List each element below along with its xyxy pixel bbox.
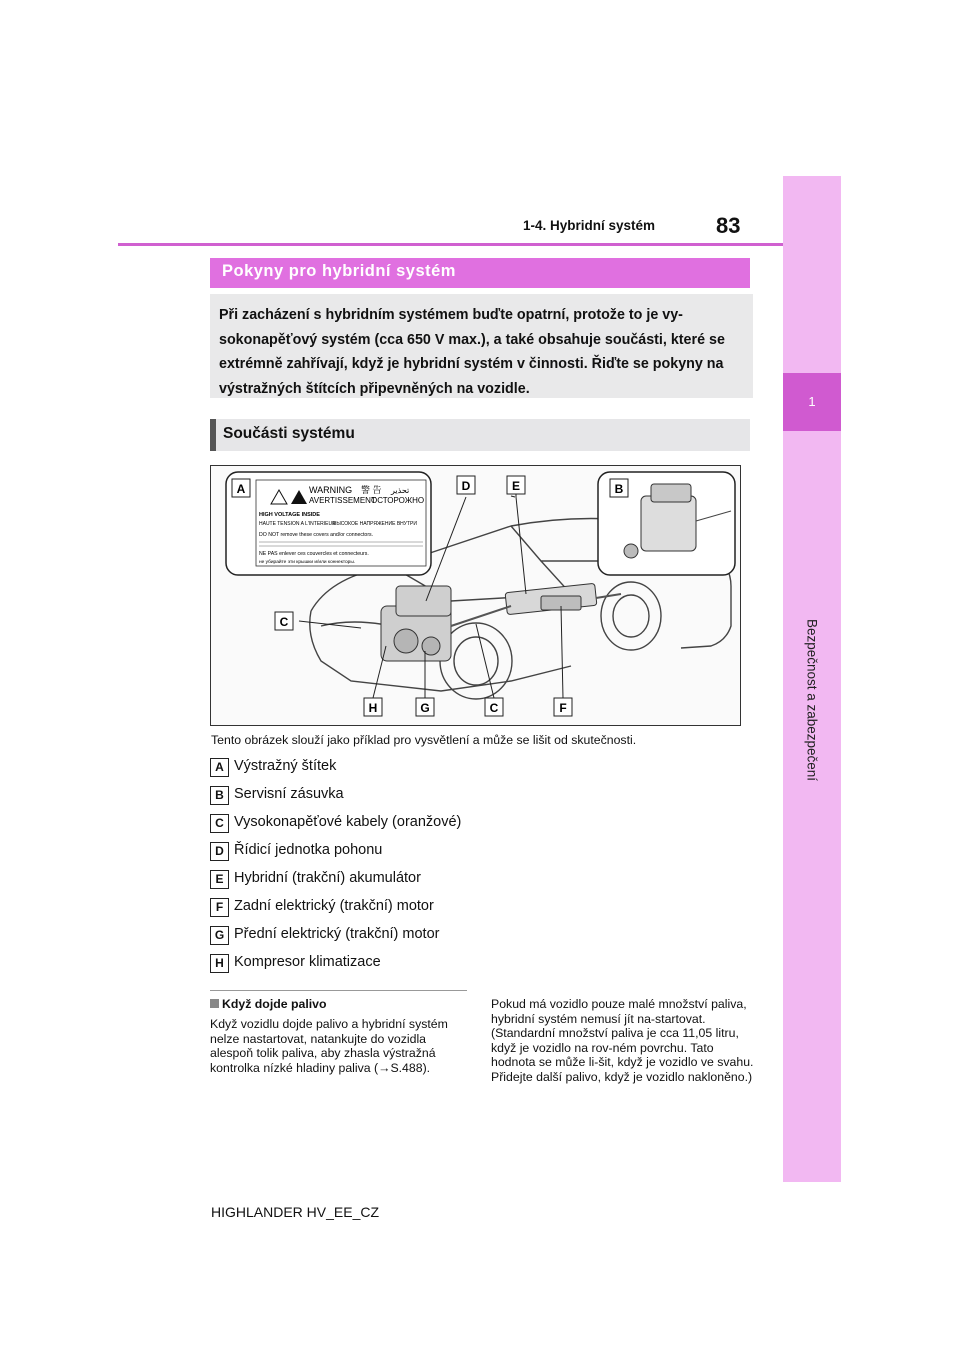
legend-label: Hybridní (trakční) akumulátor — [234, 870, 421, 886]
callout-h — [364, 698, 382, 716]
legend-label: Kompresor klimatizace — [234, 954, 381, 970]
legend-label: Vysokonapěťové kabely (oranžové) — [234, 814, 462, 830]
callout-c-left — [275, 612, 293, 630]
warning-arabic: تحذير — [391, 486, 410, 495]
legend-letter: B — [210, 786, 229, 805]
callout-c-bottom — [485, 698, 503, 716]
legend-letter: F — [210, 898, 229, 917]
note-bullet-icon — [210, 999, 219, 1008]
do-not-text: DO NOT remove these covers and/or connectors. — [259, 532, 374, 538]
callout-g — [416, 698, 434, 716]
header-rule — [118, 243, 783, 246]
vehicle-illustration — [211, 466, 740, 725]
chapter-number: 1 — [783, 373, 841, 431]
chapter-title: Bezpečnost a zabezpečení — [804, 618, 820, 782]
callout-d — [457, 476, 475, 494]
legend-letter: C — [210, 814, 229, 833]
warning-word: WARNING — [309, 485, 353, 495]
system-components-figure — [210, 465, 741, 726]
legend-label: Řídicí jednotka pohonu — [234, 842, 383, 858]
avertissement-word: AVERTISSEMENT — [309, 496, 376, 505]
warning-kanji: 警 告 — [361, 485, 382, 495]
legend-label: Výstražný štítek — [234, 758, 337, 774]
legend-item — [210, 895, 610, 923]
callout-d-letter: D — [461, 479, 471, 493]
ne-pas-text: NE PAS enlever ces couvercles et connecteurs. — [259, 551, 369, 557]
callout-a — [232, 479, 250, 497]
callout-c-left-letter: C — [279, 615, 289, 629]
legend-label: Přední elektrický (trakční) motor — [234, 926, 440, 942]
callout-b — [610, 479, 628, 497]
legend-item — [210, 755, 610, 783]
legend-letter: E — [210, 870, 229, 889]
notes-divider — [210, 990, 467, 991]
callout-c-bottom-letter: C — [489, 701, 499, 715]
callout-e — [507, 476, 525, 494]
ostorozhno-word: ОСТОРОЖНО — [371, 496, 425, 505]
figure-caption: Tento obrázek slouží jako příklad pro vysvětlení a může se lišit od skutečnosti. — [211, 733, 637, 747]
legend-letter: D — [210, 842, 229, 861]
callout-f-letter: F — [559, 701, 567, 715]
callout-f — [554, 698, 572, 716]
callout-h-letter: H — [368, 701, 378, 715]
section-title: Pokyny pro hybridní systém — [222, 262, 456, 280]
section-reference: 1-4. Hybridní systém — [523, 218, 656, 233]
subheading-accent — [210, 419, 216, 451]
high-voltage-text: HIGH VOLTAGE INSIDE — [259, 512, 320, 518]
note-body-left: Když vozidlu dojde palivo a hybridní systém nelze nastartovat, natankujte do vozidla alespoň tolik paliva, aby zhasla výstražná kontrolka nízké hladiny paliva (→S.488). — [210, 1017, 448, 1075]
legend-item — [210, 867, 610, 895]
subheading-bar — [210, 419, 750, 451]
legend-label: Zadní elektrický (trakční) motor — [234, 898, 434, 914]
callout-g-letter: G — [420, 701, 430, 715]
page-number: 83 — [716, 213, 741, 238]
engine-block — [381, 586, 451, 661]
intro-box — [210, 294, 753, 398]
legend-item — [210, 923, 610, 951]
legend-item — [210, 951, 610, 979]
legend-label: Servisní zásuvka — [234, 786, 344, 802]
note-left-column — [210, 997, 470, 1075]
component-legend — [210, 755, 610, 979]
note-title — [210, 997, 470, 1011]
callout-a-letter: A — [236, 482, 246, 496]
legend-item — [210, 783, 610, 811]
note-title-text: Když dojde palivo — [222, 997, 327, 1011]
legend-letter: H — [210, 954, 229, 973]
callout-b-letter: B — [614, 482, 624, 496]
haute-tension-text: HAUTE TENSION A L'INTERIEUR — [259, 521, 336, 527]
callout-e-letter: E — [511, 479, 521, 493]
russian-bottom-text: не убирайте эти крышки и/или коннекторы. — [259, 560, 356, 565]
legend-item — [210, 811, 610, 839]
russian-hv-text: ВЫСОКОЕ НАПРЯЖЕНИЕ ВНУТРИ — [333, 521, 417, 527]
intro-text: Při zacházení s hybridním systémem buďte opatrní, protože to je vy-sokonapěťový systém (cca 650 V max.), a také obsahuje součásti, které se extrémně zahřívají, když je hybridní systém v činnosti. Řiďte se pokyny na výstražných štítcích připevněných na vozidle. — [219, 307, 725, 397]
inset-warning-label — [226, 472, 431, 575]
note-body-right: Pokud má vozidlo pouze malé množství paliva, hybridní systém nemusí jít na-startovat. (Standardní množství paliva je cca 11,05 litru, když je vozidlo na rov-ném povrchu. Tato hodnota se může li-šit, když je vozidlo ve svahu. Přidejte další palivo, když je vozidlo nakloněno.) — [491, 997, 754, 1084]
traction-battery — [505, 583, 597, 614]
legend-letter: G — [210, 926, 229, 945]
legend-item — [210, 839, 610, 867]
model-footer: HIGHLANDER HV_EE_CZ — [211, 1204, 380, 1220]
legend-letter: A — [210, 758, 229, 777]
section-title-bar — [210, 258, 750, 288]
subheading: Součásti systému — [223, 425, 355, 442]
